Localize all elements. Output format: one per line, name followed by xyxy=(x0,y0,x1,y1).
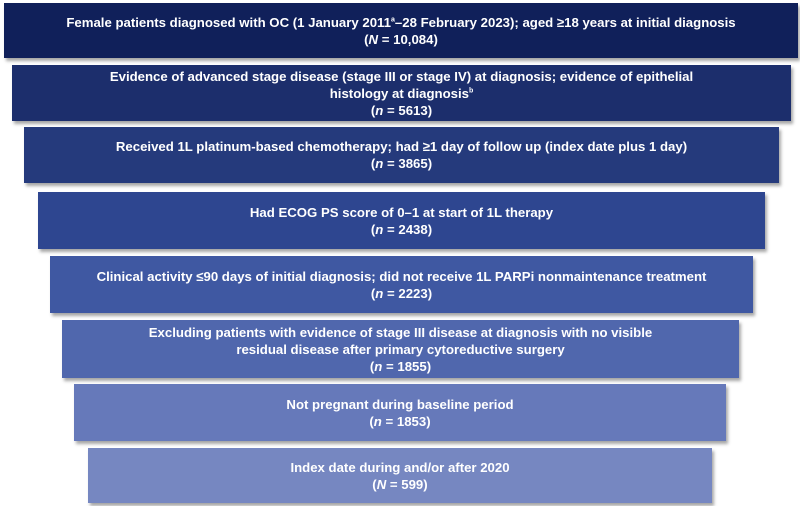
step-count: (n = 5613) xyxy=(370,102,433,118)
funnel-step-6 xyxy=(62,320,739,378)
step-count: (n = 2223) xyxy=(370,285,433,301)
footnote-b: b xyxy=(468,87,474,95)
step-count: (N = 599) xyxy=(372,476,428,492)
step-count: (n = 1855) xyxy=(369,358,432,374)
funnel-step-3 xyxy=(24,127,779,183)
funnel-step-7 xyxy=(74,384,726,441)
step-count: (n = 1853) xyxy=(369,413,431,429)
step-criteria: Had ECOG PS score of 0–1 at start of 1L therapy xyxy=(249,204,554,220)
funnel-step-8 xyxy=(88,448,712,503)
step-criteria: Index date during and/or after 2020 xyxy=(290,459,510,475)
step-criteria: Excluding patients with evidence of stage III disease at diagnosis with no visible residual disease after primary cytoreductive surgery xyxy=(148,324,653,357)
step-criteria: Clinical activity ≤90 days of initial diagnosis; did not receive 1L PARPi nonmaintenance treatment xyxy=(96,268,707,284)
funnel-step-4 xyxy=(38,192,765,249)
funnel-step-1 xyxy=(4,3,798,58)
step-criteria: Evidence of advanced stage disease (stage III or stage IV) at diagnosis; evidence of epithelial histology at diagnosis$^b$ xyxy=(109,68,694,101)
footnote-a: a xyxy=(391,16,395,24)
step-count: (n = 2438) xyxy=(370,221,433,237)
step-criteria: Received 1L platinum-based chemotherapy; had ≥1 day of follow up (index date plus 1 day) xyxy=(115,139,688,154)
step-criteria: Female patients diagnosed with OC (1 January 2011$^a$–28 February 2023); aged ≥18 years at initial diagnosis xyxy=(66,14,736,30)
funnel-step-5 xyxy=(50,256,753,313)
step-count: (n = 3865) xyxy=(370,156,433,171)
funnel-step-2 xyxy=(12,65,791,121)
step-criteria: Not pregnant during baseline period xyxy=(286,396,514,412)
step-count: (N = 10,084) xyxy=(364,31,438,47)
